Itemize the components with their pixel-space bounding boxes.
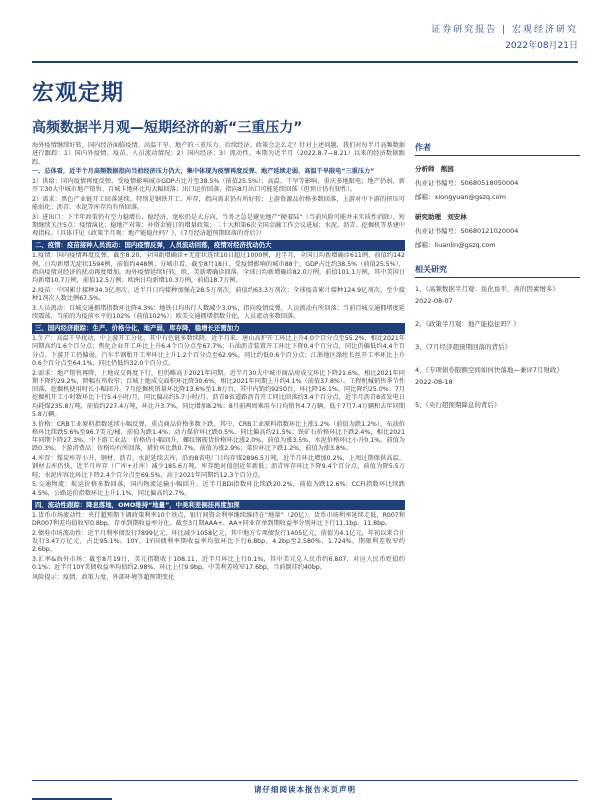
related-link[interactable]: 2、《政策半月观：地产能稳住吗？》: [415, 320, 520, 328]
author-name: 刘安林: [447, 213, 467, 221]
email-label: 邮箱：: [415, 241, 435, 249]
paragraph: 1）供给：国内疫情再度反弹，受疫情影响城市GDP占比升至38.5%（前值25.5%）；高温、干旱等影响，重庆多地限电；地产仍弱，新开工30大中城市地产销售、百城卡地环比均大幅回落；出口运价回落，指向8月出口可能延续回落（但预计仍有韧性）。: [32, 177, 405, 194]
sidebar: [415, 142, 580, 423]
author-email-link[interactable]: xiongyuan@gszq.com: [434, 193, 506, 201]
report-title: 高频数据半月观—短期经济的新“三重压力”: [32, 120, 303, 136]
risk-warning: 风险提示：疫情、政策力度，外部环境等超预期变化: [32, 573, 175, 581]
related-date: 2022-08-18: [415, 378, 453, 386]
paragraph: 2）需求：黑色产业链开工回落延续，特别是钢铁开工、库存，指向需求仍有所好转；上游资源品价格多数回落，上游对中下游的挤压可能弱化；沥青、水泥等库存均有所回落。: [32, 195, 405, 211]
author-role: 研究助理: [415, 213, 441, 221]
section-bar-liquidity: 四、流动性跟踪：降息落地，OMO维持“地量”，中美利差倒挂再度加深: [32, 500, 405, 510]
authors-heading: 作者: [415, 142, 580, 156]
section-bar-epidemic: 二、疫情：疫苗接种人员流动：国内疫情反弹，人员流动回落，疫情对经济扰动仍大: [32, 240, 405, 250]
author-email-row: [415, 190, 580, 204]
related-heading: 相关研究: [415, 264, 580, 278]
paragraph: 2.债券市场流动性：近半月利率债发行7899亿元，环比减少1058亿元，其中地方专项债发行1405亿元，前值为4.1亿元，年初以来合计发行3.47万亿元，占比95.1%。10Y、1Y国债利率期收益率均值环比下行6.8bp、4.2bp至2.580%、1.724%，期限利差收窄约2.6bp。: [32, 529, 405, 554]
paragraph: 1.生产：高温干旱扰动，中上游开工分化，其中有色链多数续降。近半月来，唐山高炉开工环比上升4.0个百分点至55.2%，相比2021年同期高约1.6个百分点；焦化企业开工环比上升6.4个百分点至67.7%；石油沥青装置开工环比下降0.4个百分点，同比仍偏低约4.4个百分点。下游开工仍偏弱，汽车半钢胎开工率环比上升1.2个百分点至62.9%，同比约低0.6个百分点；江浙地区涤纶长丝开工率环比上升0.6个百分点至64.1%，同比仍低约32.0个百分点。: [32, 335, 405, 367]
email-label: 邮箱：: [415, 193, 435, 201]
author-1: [415, 162, 580, 176]
related-link[interactable]: 4、《专项债券限额空间如何快落地—兼评7月财政》: [415, 366, 564, 374]
related-list: [415, 284, 580, 411]
paragraph: 2.疫苗：中国累计接种34.3亿剂次，近半月日均接种加强在28.5万剂次，前值约63.3万剂次；全球疫苗累计接种124.9亿剂次，至少接种1剂次人数比例67.5%。: [32, 286, 405, 303]
paragraph: 3.价格：CRB工业原料指数延续小幅反弹，重点商品价格多数下跌。其中，CRB工业原料指数环比上涨1.2%（前值为跌1.2%），布油价格环比续跌5.6%至96.7美元/桶，前值为跌1.4%；动力煤价环比跌0.5%，同比偏高约21.5%；铁矿石价格环比下跌2.4%，相比2021年同期下降27.3%。中下游工业品：价格仍小幅回升，螺纹钢现货价格环比涨2.0%，前值为涨3.5%，水泥价格环比小升0.1%，前值为跌0.3%。下游消费品：价格均有所回落，猪价环比跌0.7%，前值为涨2.9%；菜价环比下跌1.2%，前值为涨3.8%。: [32, 420, 405, 453]
paragraph: 5.交通物流：航运价格多数回落，国内物流运输小幅回升。近半月BDI指数环比续跌20.2%，前值为跌12.6%；CCFI指数环比续跌4.5%，公路运价指数环比上升1.1%，同比偏高约2.7%。: [32, 481, 405, 497]
author-email-row: [415, 238, 580, 252]
author-role: 分析师: [415, 165, 435, 173]
footer-disclaimer: 请仔细阅读本报告末页声明: [32, 780, 578, 795]
intro-paragraph: 海外疫情继续好转，国内经济面临疫情、高温干旱、地产的三重压力。后续经济、政策会怎么走？针对上述问题，我们对每半月高频数据进行跟踪：1）国内外疫情、疫苗、人员流动情况；2）国内经济；3）流动性。本期为近半月（2022.8.7—8.21）以来的经济数据跟踪。: [32, 142, 405, 166]
author-cert: 执业证书编号：S0680121020004: [415, 227, 519, 235]
paragraph: 3）进出口：下半年政策仍有空力稳增长、稳经济，宽松仍是大方向，当务之急是避免地产“硬着陆”（当前风险可能并未实质性消除）。短期继续关注5点：疫情演化；稳地产对策；补资金链订的增量政策；二十大和第6次全国金融工作会议进展；水泥、沥青、挖掘机等基建中观指标。（具体详见《政策半月观：地产能稳住吗？》，《7月经济超预期回落的背后》）: [32, 213, 405, 238]
report-header: [431, 22, 578, 54]
paragraph: 1.疫情：国内疫情再度反弹。截至8.20，全国新增确诊+无症状连续10日超过1000例，近半月，全国日均新增确诊611例，前值约142例，日均新增无症状1594例，前值约448例；分城市看，截至8月18日，受疫情影响的城市88个，GDP占比约38.5%（前值25.5%），指向疫情对经济的扰动再度增加。海外疫情延续好转，欧、美新增确诊回落，全球日均新增确诊82.0万例，前值101.1万例，其中美国日均新增10.7万例，前值12.5万例；欧洲日均新增10.3万例，前值18.7万例。: [32, 252, 405, 285]
paragraph: 3.人员流动：百城交通拥堵指数环比降4.3%；地铁日均出行人数减少3.0%，指向疫情反弹，人员流动有所回落；当前百城交通拥堵度延续震荡，当前的为疫前水平的102%（前值102%）；欧美交通拥堵指数分化，人员流动多数回落。: [32, 304, 405, 320]
related-link[interactable]: 1、《高频数据半月观：鱼化鱼平，喜的因素增多》: [415, 285, 559, 293]
section-bar-economy: 三、国内经济跟踪：生产、价格分化，地产弱，库存降，稳增长还需加力: [32, 323, 405, 333]
paragraph: 1.货币市场流动性：央行超预期下调政策利率10个基点，银行间资金利率继续维持在“地量”（20亿）；货币市场利率延续走低，R007和DR007利差均值收窄0.8bp，存单到期收益率分化。截至3月期AAA+、AA+同业存单到期收益率分别环比下行11.1bp、11.8bp。: [32, 511, 405, 527]
report-date: 2022年08月21日: [505, 41, 578, 51]
summary-heading: 一、总体看，近半个月高频数据指向当前经济压力仍大，集中体现为疫情再度反弹、地产延续走弱、高温干旱限电“三重压力”: [32, 168, 375, 176]
paragraph: 2.需求：地产销售再降，土地成交再度下行，但仍略高于2021年同期。近半月30大中城市商品房成交环比下降21.6%，相比2021年同期下降约29.2%，降幅有所收窄；百城土地成交面积环比降30.6%，相比2021年同期上升约4.1%（前值37.8%）。工程机械销售季节性回落，挖掘机使用时长小幅回升。7月挖掘机销量环比降13.6%至1.8万台，其中内销约9250台，环比降16.1%，同比降约25.0%；7月挖掘机开工小时数环比下行5.4小时/月，同比偏高约5.7小时/月。沥青8省道路沥青开工同比回落约3.4个百分点，近半月沥青8省发电日均耗煤235.8万吨，前值约227.4万吨，环比升3.7%，同比增加8.2%；8月前两周乘用车日均销售4.7万辆，低于7月7.4万辆和去年同期5.8万辆。: [32, 369, 405, 418]
author-email-link[interactable]: liuanlin@gszq.com: [434, 241, 496, 249]
report-category: 证券研究报告 | 宏观经济研究: [431, 25, 578, 35]
author-cert: 执业证书编号：S0680518050004: [415, 179, 519, 187]
related-date: 2022-08-07: [415, 297, 453, 305]
paragraph: 4.库存：煤炭库存小升，钢材、沥青、水泥延续去库，沿海8省电厂日均存煤2896.5万吨，近半月环比增加0.2%，上周过期保供高温。钢材去库仍快，近半月库存（广库+社库）减少185.6万吨，库存绝对值创近年新低；沥青库存环比下降9.4个百分点，前值为降5.5万吨；水泥库容比环比下降2.4个百分点至69.5%，高于2021年同期约12.3个百分点。: [32, 455, 405, 479]
related-link[interactable]: 5、《央行超预期降息的背后》: [415, 401, 501, 409]
author-2: [415, 210, 580, 224]
header-divider: [32, 61, 578, 63]
related-link[interactable]: 3、《7月经济超预期回落的背后》: [415, 343, 512, 351]
main-body: [32, 142, 405, 583]
paragraph: 3.汇率&海外市场：截至8月19日，美元指数收于108.11，近半月环比上行0.1%，其中美元兑人民币约6.807，对应人民币贬值约0.1%；近半月10Y美债收益率均值约2.98%，环比上行9.9bp，中美利差收窄17.6bp，当前倒挂约40bp。: [32, 555, 405, 572]
section-title: 宏观定期: [32, 81, 125, 106]
author-name: 熊园: [440, 165, 454, 173]
